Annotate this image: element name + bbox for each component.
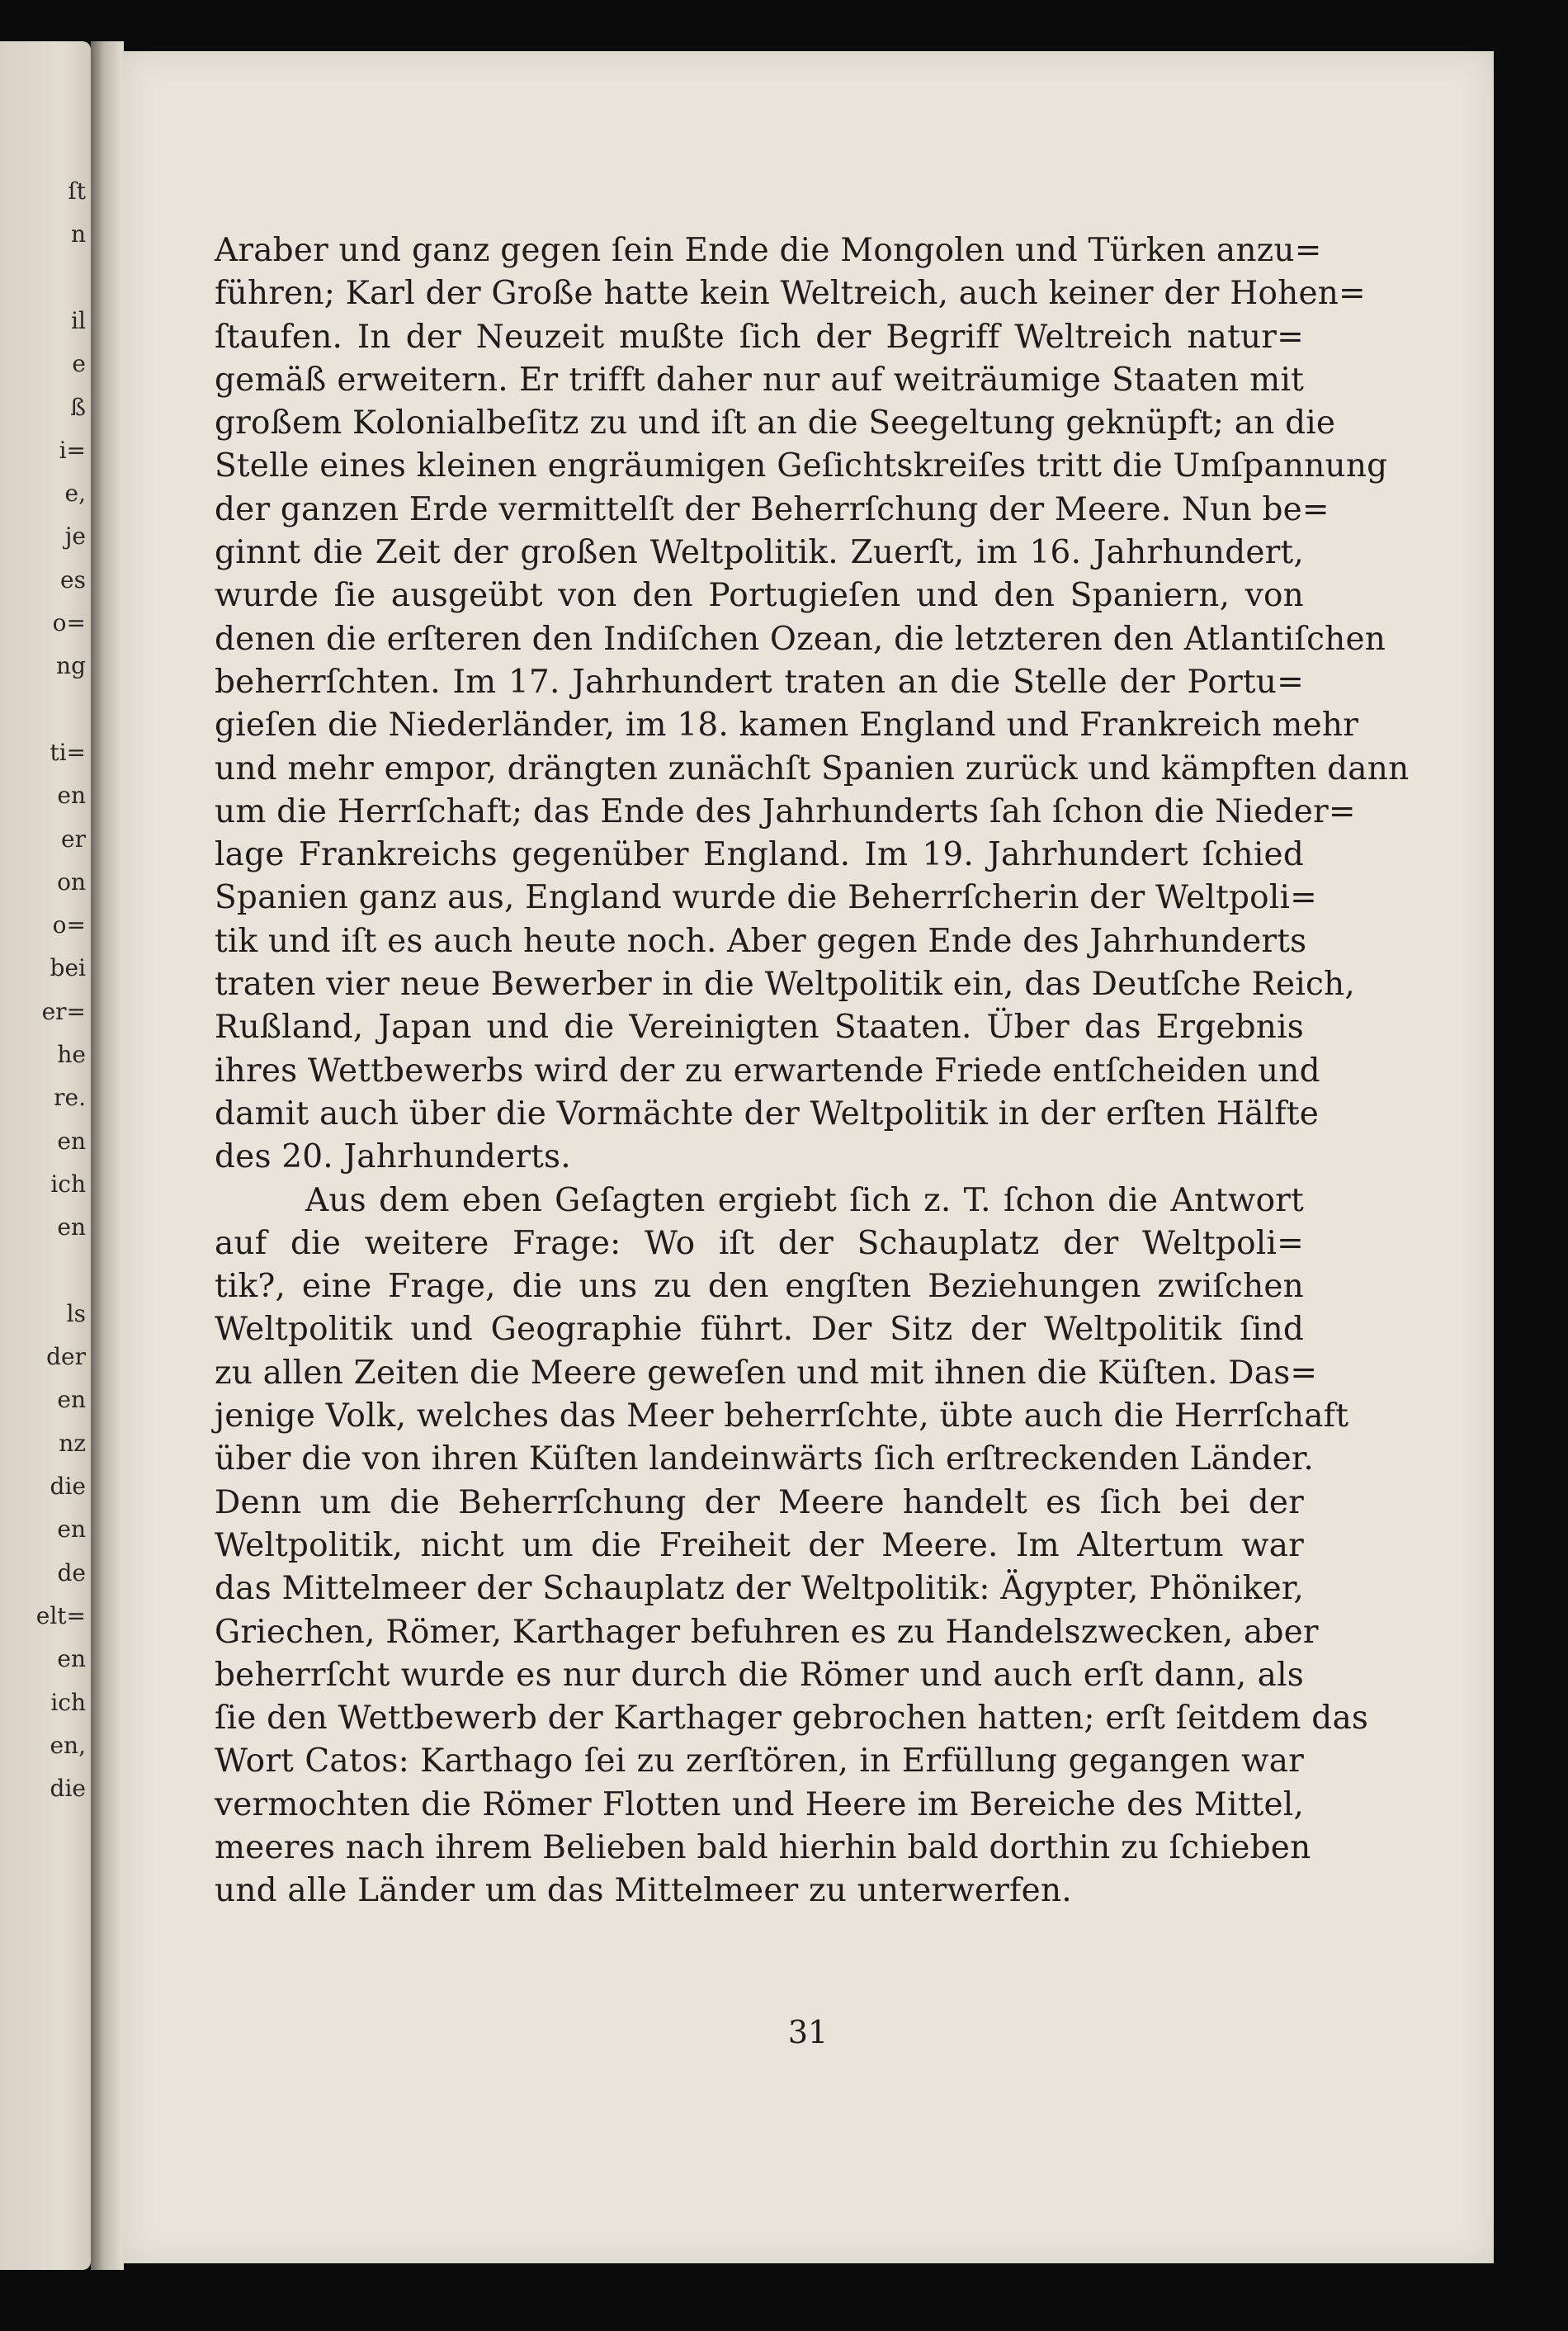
text-line: gieſen die Niederländer, im 18. kamen England und Frankreich mehr [215,707,1359,745]
text-line: Griechen, Römer, Karthager befuhren es zu Handelszwecken, aber [215,1613,1319,1651]
left-page-fragment: en [57,1515,86,1544]
text-line: auf die weitere Frage: Wo iſt der Schauplatz der Weltpoli= [215,1224,1304,1262]
text-line: führen; Karl der Große hatte kein Weltreich, auch keiner der Hohen= [215,275,1366,313]
text-line: wurde ſie ausgeübt von den Portugieſen und den Spaniern, von [215,577,1304,615]
left-page-fragment: die [50,1775,86,1803]
left-page-fragment: e, [64,480,86,508]
left-page-fragment: ich [50,1688,86,1716]
text-line: zu allen Zeiten die Meere geweſen und mit ihnen die Küſten. Das= [215,1354,1318,1392]
left-page-fragment: ß [70,393,86,421]
text-line: meeres nach ihrem Belieben bald hierhin bald dorthin zu ſchieben [215,1828,1311,1866]
left-page-fragment: en [57,1127,86,1155]
left-page-fragment: en [57,782,86,810]
book-page [122,51,1494,2263]
left-page-fragment: o= [52,911,86,939]
text-line: gemäß erweitern. Er trifft daher nur auf weiträumige Staaten mit [215,361,1304,399]
left-page-fragment: er= [41,997,86,1025]
left-page-fragment: en [57,1213,86,1241]
left-page-fragment: o= [52,609,86,636]
left-page-fragment: ich [50,1170,86,1198]
left-page-fragment: er [61,825,86,853]
left-page-fragment: on [57,868,86,896]
text-line: traten vier neue Bewerber in die Weltpolitik ein, das Deutſche Reich, [215,966,1355,1004]
text-line: tik und iſt es auch heute noch. Aber gegen Ende des Jahrhunderts [215,922,1307,960]
body-text [215,229,1410,1913]
left-page-fragment: es [60,565,86,593]
left-page-fragment: je [64,522,86,551]
text-line: des 20. Jahrhunderts. [215,1138,571,1176]
text-line: Denn um die Beherrſchung der Meere handelt es ſich bei der [215,1483,1304,1521]
text-line: und mehr empor, drängten zunächſt Spanien zurück und kämpften dann [215,749,1410,787]
text-line: ihres Wettbewerbs wird der zu erwartende Friede entſcheiden und [215,1052,1320,1090]
left-page-fragment: bei [50,954,86,982]
left-page-edge [0,41,91,2270]
text-line: beherrſcht wurde es nur durch die Römer und auch erſt dann, als [215,1656,1304,1694]
text-line: Spanien ganz aus, England wurde die Beherrſcherin der Weltpoli= [215,879,1318,917]
left-page-fragment: der [46,1343,86,1371]
left-page-fragment: elt= [35,1601,86,1629]
left-page-fragment: nz [59,1429,86,1457]
left-page-fragment: i= [59,436,86,464]
text-line: tik?, eine Frage, die uns zu den engſten Beziehungen zwiſchen [215,1268,1304,1306]
page-number: 31 [787,2014,829,2050]
left-page-fragment: de [57,1558,86,1586]
text-line: Weltpolitik und Geographie führt. Der Sitz der Weltpolitik ſind [215,1311,1304,1349]
text-line: großem Kolonialbeſitz zu und iſt an die Seegeltung geknüpft; an die [215,404,1336,442]
text-line: Araber und ganz gegen ſein Ende die Mongolen und Türken anzu= [215,232,1322,269]
text-line: ſtaufen. In der Neuzeit mußte ſich der Begriff Weltreich natur= [215,318,1304,356]
text-line: und alle Länder um das Mittelmeer zu unterwerfen. [215,1872,1072,1910]
text-line: jenige Volk, welches das Meer beherrſchte, übte auch die Herrſchaft [215,1397,1349,1435]
text-line: beherrſchten. Im 17. Jahrhundert traten an die Stelle der Portu= [215,663,1304,701]
left-page-fragment: re. [54,1084,86,1112]
left-page-fragment: n [70,220,86,248]
text-line: das Mittelmeer der Schauplatz der Weltpolitik: Ägypter, Phöniker, [215,1570,1304,1608]
left-page-fragment: ng [56,652,86,680]
text-line: ginnt die Zeit der großen Weltpolitik. Zuerſt, im 16. Jahrhundert, [215,534,1304,572]
text-line: Aus dem eben Geſagten ergiebt ſich z. T. ſchon die Antwort [305,1181,1304,1219]
text-line: Wort Catos: Karthago ſei zu zerſtören, in Erfüllung gegangen war [215,1742,1304,1780]
left-page-fragment: en, [50,1731,86,1759]
left-page-fragment: ls [66,1299,86,1327]
left-page-fragment: he [57,1041,86,1068]
left-page-fragment: ſt [68,177,86,205]
left-page-fragment: die [50,1473,86,1500]
text-line: vermochten die Römer Flotten und Heere im Bereiche des Mittel, [215,1785,1304,1823]
text-line: damit auch über die Vormächte der Weltpolitik in der erſten Hälfte [215,1095,1320,1132]
book-gutter [91,41,124,2270]
text-line: lage Frankreichs gegenüber England. Im 19. Jahrhundert ſchied [215,836,1304,874]
left-page-fragment: en [57,1386,86,1414]
text-line: Weltpolitik, nicht um die Freiheit der Meere. Im Altertum war [215,1526,1304,1564]
left-page-fragment: ti= [50,738,86,766]
text-line: der ganzen Erde vermittelſt der Beherrſchung der Meere. Nun be= [215,490,1329,528]
text-line: ſie den Wettbewerb der Karthager gebrochen hatten; erſt ſeitdem das [215,1700,1369,1738]
text-line: denen die erſteren den Indiſchen Ozean, die letzteren den Atlantiſchen [215,620,1386,658]
text-line: Rußland, Japan und die Vereinigten Staaten. Über das Ergebnis [215,1009,1304,1047]
text-line: über die von ihren Küſten landeinwärts ſich erſtreckenden Länder. [215,1440,1315,1478]
left-page-fragment: en [57,1645,86,1673]
text-line: Stelle eines kleinen engräumigen Geſichtskreiſes tritt die Umſpannung [215,447,1388,485]
text-line: um die Herrſchaft; das Ende des Jahrhunderts ſah ſchon die Nieder= [215,792,1356,830]
left-page-fragment: e [72,350,86,378]
left-page-fragment: il [71,306,86,334]
